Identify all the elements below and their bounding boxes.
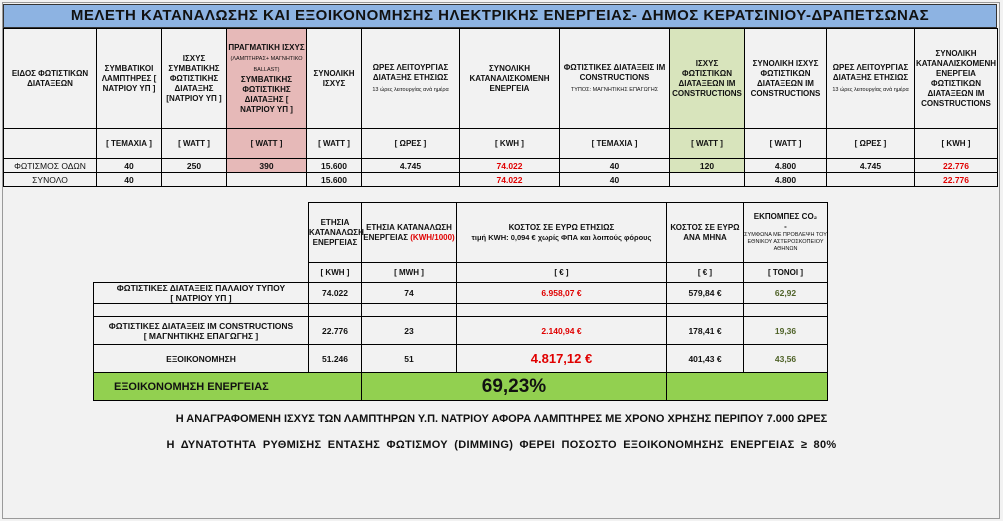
table-header-row [4,29,998,129]
cell: 4.817,12 € [457,345,667,373]
unit-cell: [ WATT ] [227,129,307,159]
cell: 22.776 [915,173,998,187]
empty-cell [457,304,667,317]
cell: 4.745 [827,159,915,173]
header-cell: ΩΡΕΣ ΛΕΙΤΟΥΡΓΙΑΣ ΔΙΑΤΑΞΗΣ ΕΤΗΣΙΩΣ 13 ώρες λειτουργίας ανά ημέρα [362,29,460,129]
cell [362,173,460,187]
unit-cell: [ MWH ] [362,263,457,283]
cell: 22.776 [309,317,362,345]
cell: 579,84 € [667,283,744,304]
header-cell: ΣΥΜΒΑΤΙΚΟΙ ΛΑΜΠΤΗΡΕΣ [ ΝΑΤΡΙΟΥ ΥΠ ] [97,29,162,129]
cell: 74.022 [460,159,560,173]
header-cell: ΕΤΗΣΙΑ ΚΑΤΑΝΑΛΩΣΗ ΕΝΕΡΓΕΙΑΣ [309,203,362,263]
cell: 74.022 [309,283,362,304]
unit-cell [4,129,97,159]
cell: 19,36 [744,317,828,345]
empty-cell [94,203,309,263]
empty-cell [94,263,309,283]
energy-savings-label: ΕΞΟΙΚΟΝΟΜΗΣΗ ΕΝΕΡΓΕΙΑΣ [94,373,362,401]
row-label: ΦΩΤΙΣΤΙΚΕΣ ΔΙΑΤΑΞΕΙΣ IM CONSTRUCTIONS [ ΜΑΓΝΗΤΙΚΗΣ ΕΠΑΓΩΓΗΣ ] [94,317,309,345]
cell: 23 [362,317,457,345]
total-row [4,173,998,187]
cell: 43,56 [744,345,828,373]
cell: 6.958,07 € [457,283,667,304]
cell [670,173,745,187]
cell: 390 [227,159,307,173]
row-label: ΦΩΤΙΣΜΟΣ ΟΔΩΝ [4,159,97,173]
note-dimming: Η ΔΥΝΑΤΟΤΗΤΑ ΡΥΘΜΙΣΗΣ ΕΝΤΑΣΗΣ ΦΩΤΙΣΜΟΥ (DIMMING) ΦΕΡΕΙ ΠΟΣΟΣΤΟ ΕΞΟΙΚΟΝΟΜΗΣΗΣ ΕΝΕΡΓΕΙΑΣ ≥ 80% [166,439,837,451]
unit-cell: [ ΤΟΝΟΙ ] [744,263,828,283]
cell [827,173,915,187]
header-cell: ΣΥΝΟΛΙΚΗ ΚΑΤΑΝΑΛΙΣΚΟΜΕΝΗ ΕΝΕΡΓΕΙΑ [460,29,560,129]
header-cell: ΕΤΗΣΙΑ ΚΑΤΑΝΑΛΩΣΗ ΕΝΕΡΓΕΙΑΣ (KWH/1000) [362,203,457,263]
energy-savings-bar [94,373,828,401]
spacer-row [94,304,828,317]
row-label: ΕΞΟΙΚΟΝΟΜΗΣΗ [94,345,309,373]
empty-cell [744,304,828,317]
energy-savings-value: 69,23% [362,373,667,401]
cell: 40 [97,173,162,187]
cell: 51.246 [309,345,362,373]
cell: 120 [670,159,745,173]
cell: 22.776 [915,159,998,173]
header-cell: ΣΥΝΟΛΙΚΗ ΙΣΧΥΣ [307,29,362,129]
cell: 40 [560,173,670,187]
cell: 62,92 [744,283,828,304]
cell: 2.140,94 € [457,317,667,345]
unit-cell: [ € ] [457,263,667,283]
cell: 74 [362,283,457,304]
empty-cell [94,304,309,317]
consumption-table [3,28,998,187]
header-cell: ΣΥΝΟΛΙΚΗ ΙΣΧΥΣ ΦΩΤΙΣΤΙΚΩΝ ΔΙΑΤΑΞΕΩΝ IM CONSTRUCTIONS [745,29,827,129]
cell: 4.800 [745,173,827,187]
row-label: ΣΥΝΟΛΟ [4,173,97,187]
unit-cell: [ € ] [667,263,744,283]
header-cell-actual-power: ΠΡΑΓΜΑΤΙΚΗ ΙΣΧΥΣ (ΛΑΜΠΤΗΡΑΣ+ ΜΑΓΝΗΤΙΚΟ BALLAST) ΣΥΜΒΑΤΙΚΗΣ ΦΩΤΙΣΤΙΚΗΣ ΔΙΑΤΑΞΗΣ [ ΝΑΤΡΙΟΥ ΥΠ ] [227,29,307,129]
cost-savings-table [93,202,828,401]
table-row [94,283,828,304]
units-row [94,263,828,283]
cell [162,173,227,187]
header-cell: ΣΥΝΟΛΙΚΗ ΚΑΤΑΝΑΛΙΣΚΟΜΕΝΗ ΕΝΕΡΓΕΙΑ ΦΩΤΙΣΤΙΚΩΝ ΔΙΑΤΑΞΕΩΝ IM CONSTRUCTIONS [915,29,998,129]
cell: 401,43 € [667,345,744,373]
units-row [4,129,998,159]
cell: 178,41 € [667,317,744,345]
row-label: ΦΩΤΙΣΤΙΚΕΣ ΔΙΑΤΑΞΕΙΣ ΠΑΛΑΙΟΥ ΤΥΠΟΥ [ ΝΑΤΡΙΟΥ ΥΠ ] [94,283,309,304]
unit-cell: [ ΩΡΕΣ ] [827,129,915,159]
empty-cell [309,304,362,317]
header-cell: ΦΩΤΙΣΤΙΚΕΣ ΔΙΑΤΑΞΕΙΣ IM CONSTRUCTIONS ΤΥΠΟΣ: ΜΑΓΝΗΤΙΚΗΣ ΕΠΑΓΩΓΗΣ [560,29,670,129]
table-row [94,317,828,345]
header-cell: ΩΡΕΣ ΛΕΙΤΟΥΡΓΙΑΣ ΔΙΑΤΑΞΗΣ ΕΤΗΣΙΩΣ 13 ώρες λειτουργίας ανά ημέρα [827,29,915,129]
unit-cell: [ WATT ] [162,129,227,159]
unit-cell: [ KWH ] [460,129,560,159]
header-cell: ΕΙΔΟΣ ΦΩΤΙΣΤΙΚΩΝ ΔΙΑΤΑΞΕΩΝ [4,29,97,129]
header-cell: ΚΟΣΤΟΣ ΣΕ ΕΥΡΩ ΑΝΑ ΜΗΝΑ [667,203,744,263]
cell: 15.600 [307,159,362,173]
unit-cell: [ WATT ] [670,129,745,159]
cell: 4.800 [745,159,827,173]
cell: 15.600 [307,173,362,187]
unit-cell: [ ΤΕΜΑΧΙΑ ] [560,129,670,159]
cell [227,173,307,187]
cell: 74.022 [460,173,560,187]
cell: 40 [97,159,162,173]
empty-cell [667,304,744,317]
empty-cell [667,373,828,401]
savings-row [94,345,828,373]
unit-cell: [ ΩΡΕΣ ] [362,129,460,159]
cell: 40 [560,159,670,173]
table-row [4,159,998,173]
unit-cell: [ KWH ] [915,129,998,159]
table-header-row [94,203,828,263]
cell: 51 [362,345,457,373]
cell: 4.745 [362,159,460,173]
unit-cell: [ ΤΕΜΑΧΙΑ ] [97,129,162,159]
note-lamp-lifetime: Η ΑΝΑΓΡΑΦΟΜΕΝΗ ΙΣΧΥΣ ΤΩΝ ΛΑΜΠΤΗΡΩΝ Υ.Π. ΝΑΤΡΙΟΥ ΑΦΟΡΑ ΛΑΜΠΤΗΡΕΣ ΜΕ ΧΡΟΝΟ ΧΡΗΣΗΣ ΠΕΡΙΠΟΥ 7.000 ΩΡΕΣ [175,413,828,425]
cell: 250 [162,159,227,173]
header-cell: ΚΟΣΤΟΣ ΣΕ ΕΥΡΩ ΕΤΗΣΙΩΣ τιμή KWH: 0,094 € χωρίς ΦΠΑ και λοιπούς φόρους [457,203,667,263]
unit-cell: [ WATT ] [307,129,362,159]
page-title: ΜΕΛΕΤΗ ΚΑΤΑΝΑΛΩΣΗΣ ΚΑΙ ΕΞΟΙΚΟΝΟΜΗΣΗΣ ΗΛΕΚΤΡΙΚΗΣ ΕΝΕΡΓΕΙΑΣ- ΔΗΜΟΣ ΚΕΡΑΤΣΙΝΙΟΥ-ΔΡΑΠΕΤΣΩΝΑΣ [3,4,997,28]
header-cell: ΙΣΧΥΣ ΣΥΜΒΑΤΙΚΗΣ ΦΩΤΙΣΤΙΚΗΣ ΔΙΑΤΑΞΗΣ [ΝΑΤΡΙΟΥ ΥΠ ] [162,29,227,129]
header-cell: ΕΚΠΟΜΠΕΣ CO₂ - ΣΥΜΦΩΝΑ ΜΕ ΠΡΟΒΛΕΨΗ ΤΟΥ ΕΘΝΙΚΟΥ ΑΣΤΕΡΟΣΚΟΠΕΙΟΥ ΑΘΗΝΩΝ [744,203,828,263]
unit-cell: [ WATT ] [745,129,827,159]
unit-cell: [ KWH ] [309,263,362,283]
header-cell-im-power: ΙΣΧΥΣ ΦΩΤΙΣΤΙΚΩΝ ΔΙΑΤΑΞΕΩΝ IM CONSTRUCTIONS [670,29,745,129]
empty-cell [362,304,457,317]
